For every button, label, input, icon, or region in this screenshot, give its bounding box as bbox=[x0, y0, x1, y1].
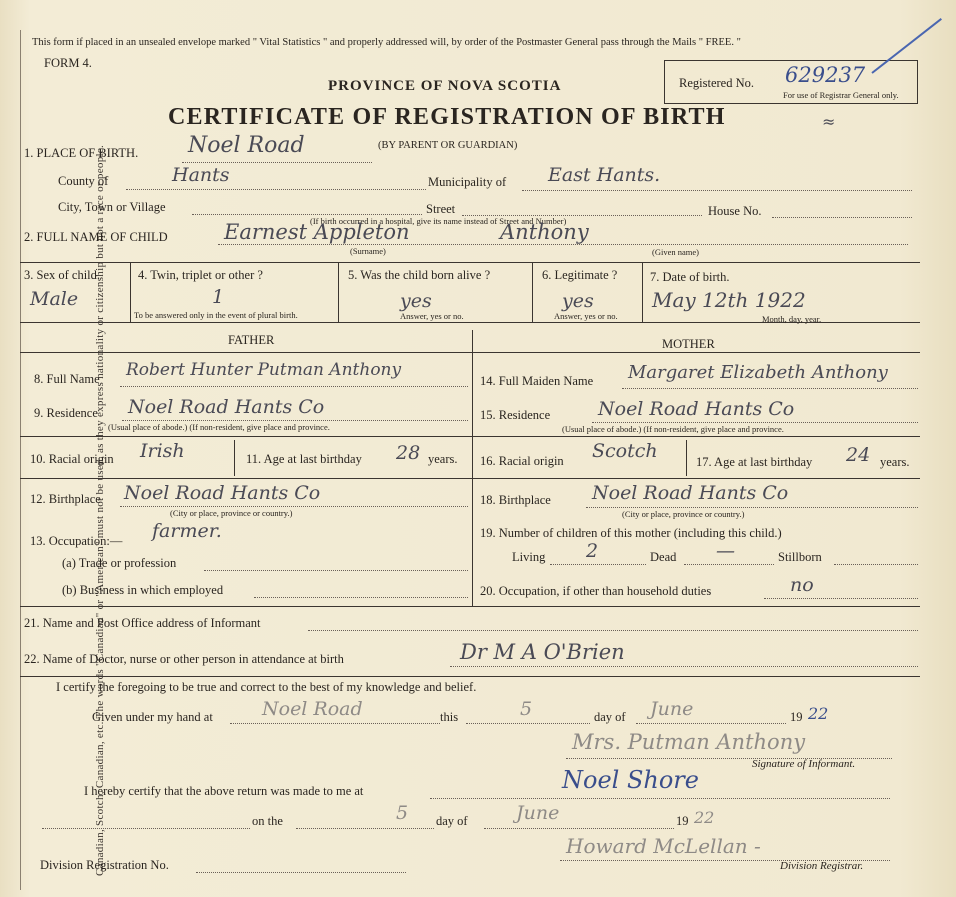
county-value: Hants bbox=[172, 164, 230, 186]
mother-racial-value: Scotch bbox=[592, 440, 658, 462]
line bbox=[430, 798, 890, 799]
parents-divider bbox=[472, 330, 473, 606]
registrar-dayof-label: day of bbox=[436, 814, 468, 828]
sex-label: 3. Sex of child. bbox=[24, 268, 101, 282]
line bbox=[120, 506, 468, 507]
registrar-day: 5 bbox=[396, 802, 409, 824]
informant-sig-label: Signature of Informant. bbox=[752, 758, 856, 770]
municipality-line bbox=[522, 190, 912, 191]
father-age-label: 11. Age at last birthday bbox=[246, 452, 362, 466]
county-label: County of bbox=[58, 174, 109, 188]
child-surname: Anthony bbox=[500, 220, 589, 244]
registrar-certify: I hereby certify that the above return was made to me at bbox=[84, 784, 364, 798]
line bbox=[196, 872, 406, 873]
county-line bbox=[126, 189, 426, 190]
mother-occ-value: no bbox=[790, 574, 814, 596]
house-label: House No. bbox=[708, 204, 762, 218]
dob-value: May 12th 1922 bbox=[652, 288, 806, 312]
side-margin-text: Canadian, Scotch, Canadian, etc. The words "Canadian" or "American" must not be used, as they express nationality or citizenship but not a race or people. bbox=[94, 144, 106, 876]
line bbox=[550, 564, 646, 565]
mother-res-label: 15. Residence bbox=[480, 408, 551, 422]
line bbox=[834, 564, 918, 565]
certify-text: I certify the foregoing to be true and correct to the best of my knowledge and belief. bbox=[56, 680, 477, 694]
line bbox=[586, 507, 918, 508]
division-registration-label: Division Registration No. bbox=[40, 858, 169, 872]
line bbox=[450, 666, 918, 667]
twin-value: 1 bbox=[212, 286, 225, 308]
father-occ-value: farmer. bbox=[152, 520, 222, 542]
mother-name-label: 14. Full Maiden Name bbox=[480, 374, 594, 388]
divider bbox=[642, 262, 643, 322]
alive-label: 5. Was the child born alive ? bbox=[348, 268, 491, 282]
hospital-note: (If birth occurred in a hospital, give its name instead of Street and Number) bbox=[310, 216, 567, 226]
legit-label: 6. Legitimate ? bbox=[542, 268, 618, 282]
registrar-year-suffix: 22 bbox=[694, 808, 715, 827]
father-bp-label: 12. Birthplace bbox=[30, 492, 101, 506]
doctor-value: Dr M A O'Brien bbox=[460, 640, 625, 664]
this-label: this bbox=[440, 710, 459, 724]
line bbox=[308, 630, 918, 631]
line bbox=[254, 597, 468, 598]
living-value: 2 bbox=[586, 540, 599, 562]
mother-bp-label: 18. Birthplace bbox=[480, 493, 551, 507]
divider bbox=[338, 262, 339, 322]
mother-bp-note: (City or place, province or country.) bbox=[622, 509, 745, 519]
registered-number: 629237 bbox=[785, 63, 866, 87]
rule bbox=[20, 676, 920, 677]
house-line bbox=[772, 217, 912, 218]
doctor-label: 22. Name of Doctor, nurse or other person in attendance at birth bbox=[24, 652, 344, 666]
business-label: (b) Business in which employed bbox=[62, 583, 224, 597]
line bbox=[764, 598, 918, 599]
alive-value: yes bbox=[400, 290, 432, 312]
registrar-year-prefix: 19 bbox=[676, 814, 689, 828]
dead-label: Dead bbox=[650, 550, 677, 564]
place-line bbox=[182, 162, 372, 163]
certificate-subtitle: (BY PARENT OR GUARDIAN) bbox=[378, 140, 518, 151]
dob-note: Month, day, year. bbox=[762, 314, 822, 324]
given-dayof-label: day of bbox=[594, 710, 626, 724]
dob-label: 7. Date of birth. bbox=[650, 270, 730, 284]
trade-label: (a) Trade or profession bbox=[62, 556, 177, 570]
father-racial-label: 10. Racial origin bbox=[30, 452, 114, 466]
informant-address-label: 21. Name and Post Office address of Informant bbox=[24, 616, 261, 630]
line bbox=[484, 828, 674, 829]
registrar-signature: Howard McLellan - bbox=[566, 834, 761, 858]
father-occ-label: 13. Occupation:— bbox=[30, 534, 123, 548]
province-title: PROVINCE OF NOVA SCOTIA bbox=[328, 78, 562, 94]
father-res-label: 9. Residence bbox=[34, 406, 98, 420]
informant-signature: Mrs. Putman Anthony bbox=[572, 730, 806, 754]
twin-label: 4. Twin, triplet or other ? bbox=[138, 268, 263, 282]
divider bbox=[532, 262, 533, 322]
registered-label: Registered No. bbox=[679, 76, 754, 90]
father-name-value: Robert Hunter Putman Anthony bbox=[126, 360, 402, 380]
line bbox=[684, 564, 774, 565]
left-margin-rule bbox=[20, 30, 21, 890]
stillborn-label: Stillborn bbox=[778, 550, 822, 564]
registrar-note: For use of Registrar General only. bbox=[783, 90, 899, 100]
mother-name-value: Margaret Elizabeth Anthony bbox=[628, 362, 888, 383]
living-label: Living bbox=[512, 550, 546, 564]
line bbox=[122, 420, 468, 421]
given-year-prefix: 19 bbox=[790, 710, 803, 724]
father-res-value: Noel Road Hants Co bbox=[128, 396, 325, 418]
given-note: (Given name) bbox=[652, 247, 699, 257]
father-bp-note: (City or place, province or country.) bbox=[170, 508, 293, 518]
rule bbox=[686, 440, 687, 476]
mother-racial-label: 16. Racial origin bbox=[480, 454, 564, 468]
line bbox=[622, 388, 918, 389]
rule bbox=[20, 352, 920, 353]
given-month: June bbox=[650, 698, 694, 720]
margin-mark: ≈ bbox=[822, 112, 836, 131]
postal-note: This form if placed in an unsealed envelope marked " Vital Statistics " and properly addressed will, by order of the Postmaster General pass through the Mails " FREE. " bbox=[32, 37, 741, 48]
surname-note: (Surname) bbox=[350, 246, 386, 256]
registrar-month: June bbox=[516, 802, 560, 824]
city-label: City, Town or Village bbox=[58, 200, 166, 214]
mother-occ-label: 20. Occupation, if other than household duties bbox=[480, 584, 712, 598]
child-name-label: 2. FULL NAME OF CHILD bbox=[24, 230, 168, 244]
line bbox=[466, 723, 590, 724]
place-of-birth-value: Noel Road bbox=[188, 133, 305, 158]
rule bbox=[20, 606, 920, 607]
street-label: Street bbox=[426, 202, 456, 216]
line bbox=[42, 828, 250, 829]
father-bp-value: Noel Road Hants Co bbox=[124, 482, 321, 504]
mother-heading: MOTHER bbox=[662, 337, 715, 351]
children-label: 19. Number of children of this mother (including this child.) bbox=[480, 526, 782, 540]
legit-note: Answer, yes or no. bbox=[554, 311, 618, 321]
divider bbox=[130, 262, 131, 322]
legit-value: yes bbox=[562, 290, 594, 312]
rule bbox=[234, 440, 235, 476]
municipality-value: East Hants. bbox=[548, 164, 661, 186]
father-heading: FATHER bbox=[228, 333, 275, 347]
mother-res-value: Noel Road Hants Co bbox=[598, 398, 795, 420]
form-number: FORM 4. bbox=[44, 56, 92, 70]
city-line bbox=[192, 214, 422, 215]
rule bbox=[20, 478, 920, 479]
father-years: years. bbox=[428, 452, 458, 466]
place-of-birth-label: 1. PLACE OF BIRTH. bbox=[24, 146, 139, 160]
mother-years: years. bbox=[880, 455, 910, 469]
line bbox=[204, 570, 468, 571]
row3-top-rule bbox=[20, 262, 920, 263]
municipality-label: Municipality of bbox=[428, 175, 507, 189]
rule bbox=[20, 436, 920, 437]
alive-note: Answer, yes or no. bbox=[400, 311, 464, 321]
mother-age-label: 17. Age at last birthday bbox=[696, 455, 813, 469]
child-given-name: Earnest Appleton bbox=[224, 220, 410, 244]
father-racial-value: Irish bbox=[140, 440, 185, 462]
dead-value: — bbox=[716, 540, 735, 562]
given-year-suffix: 22 bbox=[808, 704, 829, 723]
mother-bp-value: Noel Road Hants Co bbox=[592, 482, 789, 504]
twin-note: To be answered only in the event of plural birth. bbox=[134, 310, 298, 320]
line bbox=[120, 386, 468, 387]
certificate-title: CERTIFICATE OF REGISTRATION OF BIRTH bbox=[168, 104, 726, 130]
given-label: Given under my hand at bbox=[92, 710, 213, 724]
mother-res-note: (Usual place of abode.) (If non-resident, give place and province. bbox=[562, 424, 784, 434]
registrar-sig-label: Division Registrar. bbox=[780, 860, 864, 872]
sex-value: Male bbox=[30, 288, 79, 310]
given-place: Noel Road bbox=[262, 698, 363, 720]
on-the-label: on the bbox=[252, 814, 283, 828]
line bbox=[230, 723, 440, 724]
line bbox=[592, 422, 918, 423]
father-name-label: 8. Full Name bbox=[34, 372, 100, 386]
mother-age-value: 24 bbox=[846, 444, 871, 466]
registrar-place: Noel Shore bbox=[562, 766, 699, 794]
given-day: 5 bbox=[520, 698, 533, 720]
father-age-value: 28 bbox=[396, 442, 421, 464]
father-res-note: (Usual place of abode.) (If non-resident, give place and province. bbox=[108, 422, 330, 432]
line bbox=[296, 828, 434, 829]
line bbox=[636, 723, 786, 724]
child-name-line bbox=[218, 244, 908, 245]
